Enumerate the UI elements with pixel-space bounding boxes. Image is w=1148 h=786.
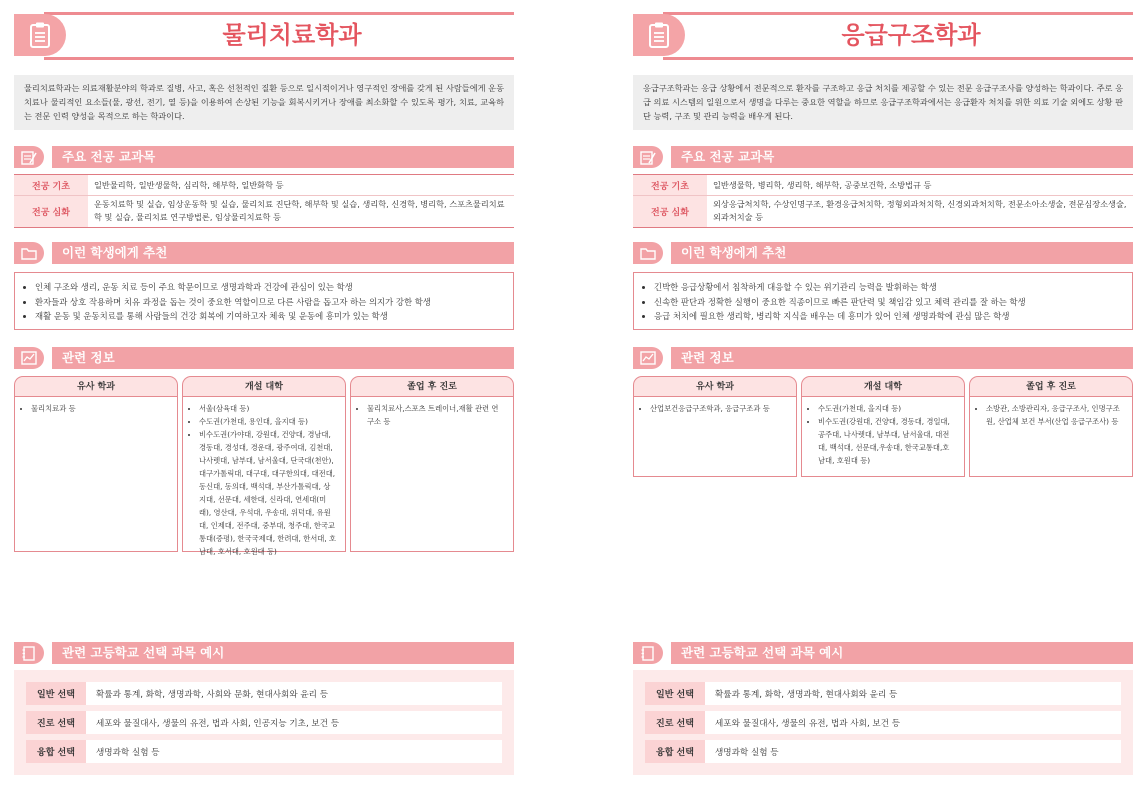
course-row-basic — [14, 175, 514, 196]
subject-value: 세포와 물질대사, 생물의 유전, 법과 사회, 보건 등 — [715, 718, 901, 729]
recommend-item: • 긴박한 응급상황에서 침착하게 대응할 수 있는 위기관리 능력을 발휘하는 학생 — [654, 280, 1122, 295]
notepad-pen-icon — [633, 146, 663, 168]
subjects-section-title: 관련 고등학교 선택 과목 예시 — [62, 645, 225, 660]
course-value: 일반물리학, 일반생물학, 심리학, 해부학, 일반화학 등 — [94, 179, 284, 190]
courses-section-header — [633, 146, 1133, 168]
info-item: • 물리치료과 등 — [31, 402, 169, 415]
department-title-banner — [14, 10, 514, 62]
subject-label: 일반 선택 — [645, 682, 705, 705]
info-similar-departments — [633, 376, 797, 477]
info-item: • 비수도권(가야대, 강원대, 건양대, 경남대, 경동대, 경성대, 경운대, 광주여대, 김천대, 나사렛대, 남부대, 남서울대, 단국대(천안), 대구가톨릭대, 대구대, 대구한의대, 대전대, 동신대, 동의대, 백석대, 부산가톨릭대, 상지대, 선문대, 세한대, 신라대, 연세대(미래), 영산대, 우석대, 우송대, 위덕대, 유원대, 인제대, 전주대, 중부대, 청주대, 한국교통대(증평), 한국국제대, 한려대, 한서대, 호남대, 호서대, 호원대 등) — [199, 428, 337, 558]
course-label: 전공 심화 — [14, 196, 88, 227]
department-intro: 응급구조학과는 응급 상황에서 전문적으로 환자를 구조하고 응급 처치를 제공할 수 있는 전문 응급구조사를 양성하는 학과이다. 주로 응급 의료 시스템의 일원으로서 생명을 다루는 중요한 역할을 하므로 응급구조학과에서는 응급환자 처치를 위한 의료 기술 외에도 상황 판단 능력, 구조 및 관리 능력을 배우게 된다. — [633, 75, 1133, 130]
courses-section-title: 주요 전공 교과목 — [681, 149, 775, 164]
course-row-basic — [633, 175, 1133, 196]
subject-row-career — [645, 711, 1121, 734]
department-title: 물리치료학과 — [222, 21, 362, 49]
info-column-header: 졸업 후 진로 — [350, 376, 514, 396]
recommend-item: • 신속한 판단과 정확한 실행이 중요한 직종이므로 빠른 판단력 및 책임감 있고 체력 관리를 잘 하는 학생 — [654, 295, 1122, 310]
subject-value: 확률과 통계, 화학, 생명과학, 현대사회와 윤리 등 — [715, 689, 898, 700]
notebook-icon — [633, 642, 663, 664]
subject-label: 융합 선택 — [26, 740, 86, 763]
subject-value: 세포와 물질대사, 생물의 유전, 법과 사회, 인공지능 기초, 보건 등 — [96, 718, 340, 729]
info-item: • 소방관, 소방관리자, 응급구조사, 인명구조원, 산업체 보건 부서(산업 응급구조사) 등 — [986, 402, 1124, 428]
subject-label: 진로 선택 — [26, 711, 86, 734]
subject-value: 생명과학 실험 등 — [715, 747, 779, 758]
clipboard-icon — [633, 14, 685, 56]
subject-label: 융합 선택 — [645, 740, 705, 763]
course-value: 일반생물학, 병리학, 생리학, 해부학, 공중보건학, 소방법규 등 — [713, 179, 932, 190]
info-item: • 산업보건응급구조학과, 응급구조과 등 — [650, 402, 788, 415]
info-item: • 수도권(가천대, 을지대 등) — [818, 402, 956, 415]
department-title: 응급구조학과 — [841, 21, 981, 49]
subjects-section-header — [633, 642, 1133, 664]
info-section-title: 관련 정보 — [681, 350, 734, 365]
title-line-top — [663, 12, 1133, 15]
recommend-box — [14, 272, 514, 330]
info-section-header — [14, 347, 514, 369]
image-chart-icon — [14, 347, 44, 369]
title-line-bottom — [663, 57, 1133, 60]
subject-row-convergence — [645, 740, 1121, 763]
title-line-bottom — [44, 57, 514, 60]
info-section-title: 관련 정보 — [62, 350, 115, 365]
course-value: 운동치료학 및 실습, 임상운동학 및 실습, 물리치료 진단학, 해부학 및 실습, 생리학, 신경학, 병리학, 스포츠물리치료학 및 실습, 물리치료 연구방법론, 임상물리치료학 등 — [94, 199, 505, 222]
info-universities — [182, 376, 346, 556]
info-column-header: 졸업 후 진로 — [969, 376, 1133, 396]
recommend-item: • 인체 구조와 생리, 운동 치료 등이 주요 학문이므로 생명과학과 건강에 관심이 있는 학생 — [35, 280, 503, 295]
subjects-section-header — [14, 642, 514, 664]
recommend-section-title: 이런 학생에게 추천 — [681, 245, 787, 260]
clipboard-icon — [14, 14, 66, 56]
course-row-advanced — [633, 196, 1133, 227]
course-label: 전공 심화 — [633, 196, 707, 227]
recommend-box — [633, 272, 1133, 330]
subject-row-career — [26, 711, 502, 734]
recommend-item: • 환자들과 상호 작용하며 치유 과정을 돕는 것이 중요한 역할이므로 다른 사람을 돕고자 하는 의지가 강한 학생 — [35, 295, 503, 310]
info-similar-departments — [14, 376, 178, 552]
info-column-header: 유사 학과 — [14, 376, 178, 396]
course-table — [633, 174, 1133, 228]
recommend-item: • 응급 처치에 필요한 생리학, 병리학 지식을 배우는 데 흥미가 있어 인체 생명과학에 관심 많은 학생 — [654, 309, 1122, 324]
courses-section-title: 주요 전공 교과목 — [62, 149, 156, 164]
info-column-header: 개설 대학 — [801, 376, 965, 396]
subjects-box — [633, 670, 1133, 775]
info-item: • 수도권(가천대, 용인대, 을지대 등) — [199, 415, 337, 428]
folder-icon — [14, 242, 44, 264]
course-table — [14, 174, 514, 228]
course-label: 전공 기초 — [14, 175, 88, 195]
info-item: • 비수도권(강원대, 건양대, 경동대, 경일대, 공주대, 나사렛대, 남부대, 남서울대, 대전대, 백석대, 선문대,우송대, 한국교통대,호남대, 호원대 등) — [818, 415, 956, 467]
recommend-section-header — [633, 242, 1133, 264]
info-career — [969, 376, 1133, 477]
courses-section-header — [14, 146, 514, 168]
subject-label: 진로 선택 — [645, 711, 705, 734]
subject-row-general — [26, 682, 502, 705]
info-section-header — [633, 347, 1133, 369]
subjects-box — [14, 670, 514, 775]
folder-icon — [633, 242, 663, 264]
department-title-banner — [633, 10, 1133, 62]
recommend-section-header — [14, 242, 514, 264]
info-item: • 서울(삼육대 등) — [199, 402, 337, 415]
recommend-section-title: 이런 학생에게 추천 — [62, 245, 168, 260]
notebook-icon — [14, 642, 44, 664]
info-item: • 물리치료사,스포츠 트레이너,재활 관련 연구소 등 — [367, 402, 505, 428]
department-intro: 물리치료학과는 의료재활분야의 학과로 질병, 사고, 혹은 선천적인 질환 등으로 일시적이거나 영구적인 장애를 갖게 된 사람들에게 운동 치료나 물리적인 요소들(물, 광선, 전기, 열 등)을 이용하여 손상된 기능을 회복시키거나 장애를 최소화할 수 있도록 평가, 치료, 교육하는 전문 인력 양성을 목적으로 하는 학과이다. — [14, 75, 514, 130]
course-row-advanced — [14, 196, 514, 227]
subject-row-general — [645, 682, 1121, 705]
info-career — [350, 376, 514, 552]
subject-value: 확률과 통계, 화학, 생명과학, 사회와 문화, 현대사회와 윤리 등 — [96, 689, 329, 700]
recommend-item: • 재활 운동 및 운동치료를 통해 사람들의 건강 회복에 기여하고자 체육 및 운동에 흥미가 있는 학생 — [35, 309, 503, 324]
course-value: 외상응급처치학, 수상인명구조, 환경응급처치학, 정형외과처치학, 신경외과처치학, 전문소아소생술, 전문심장소생술, 외과처치술 등 — [713, 199, 1127, 222]
notepad-pen-icon — [14, 146, 44, 168]
course-label: 전공 기초 — [633, 175, 707, 195]
info-column-header: 개설 대학 — [182, 376, 346, 396]
subjects-section-title: 관련 고등학교 선택 과목 예시 — [681, 645, 844, 660]
info-column-header: 유사 학과 — [633, 376, 797, 396]
image-chart-icon — [633, 347, 663, 369]
subject-row-convergence — [26, 740, 502, 763]
title-line-top — [44, 12, 514, 15]
subject-label: 일반 선택 — [26, 682, 86, 705]
subject-value: 생명과학 실험 등 — [96, 747, 160, 758]
info-universities — [801, 376, 965, 477]
